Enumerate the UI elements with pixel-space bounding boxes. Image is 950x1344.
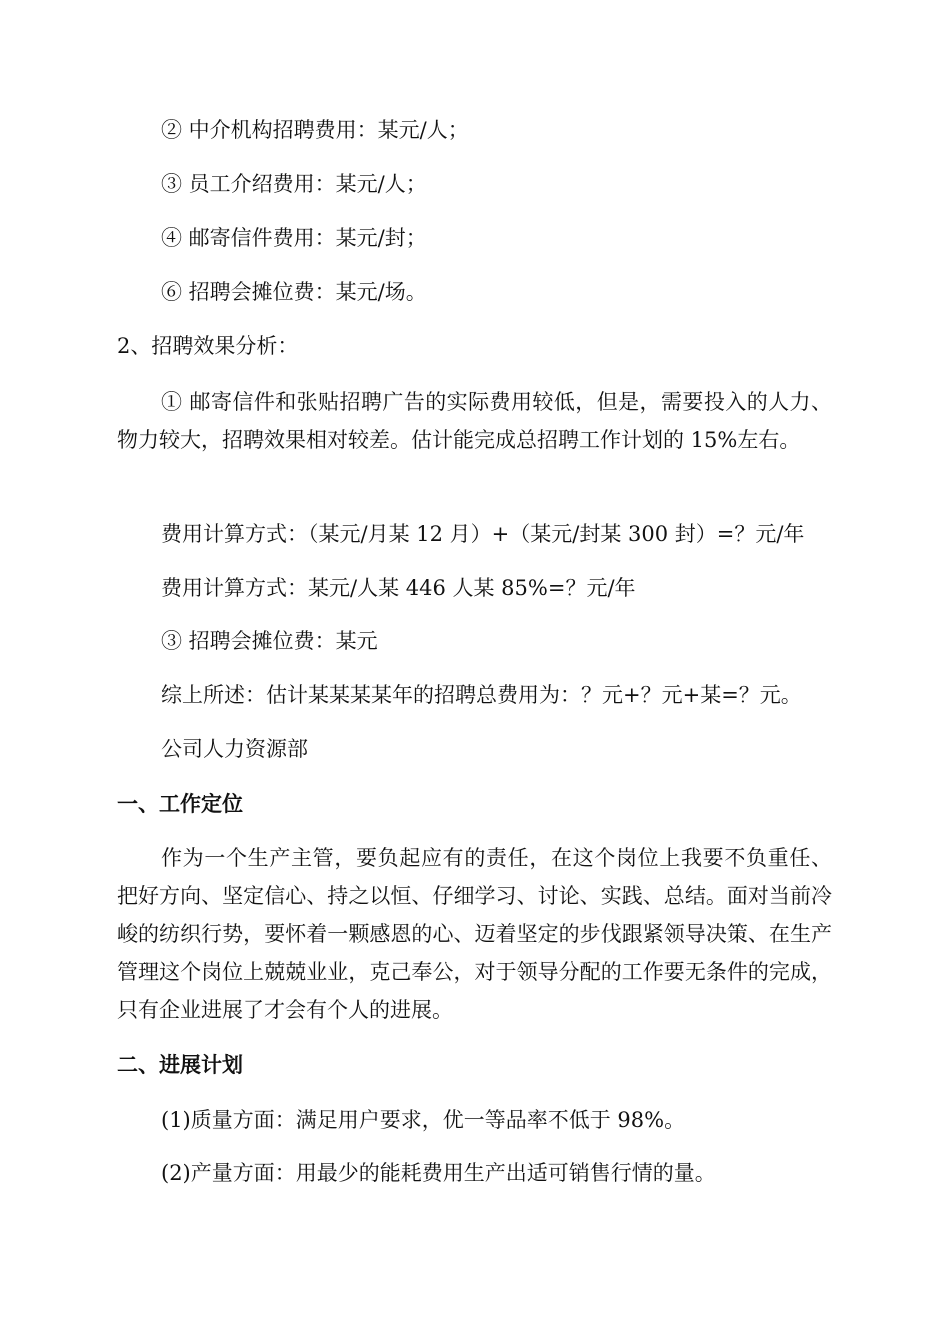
plan-heading: 二、进展计划: [117, 1053, 243, 1077]
department-line: 公司人力资源部: [161, 737, 308, 761]
plan-output-line: (2)产量方面：用最少的能耗费用生产出适可销售行情的量。: [161, 1161, 716, 1185]
job-position-heading: 一、工作定位: [117, 792, 243, 816]
section2-title: 2、招聘效果分析：: [117, 334, 299, 358]
summary-line: 综上所述：估计某某某某年的招聘总费用为：？元+？元+某=？元。: [161, 683, 802, 707]
fee-agency-line: ② 中介机构招聘费用：某元/人；: [161, 118, 469, 142]
effect-paragraph: ① 邮寄信件和张贴招聘广告的实际费用较低，但是，需要投入的人力、物力较大，招聘效果相对较差。估计能完成总招聘工作计划的 15%左右。: [117, 390, 832, 452]
fee-booth-line: ⑥ 招聘会摊位费：某元/场。: [161, 280, 427, 304]
fee-referral-line: ③ 员工介绍费用：某元/人；: [161, 172, 427, 196]
calc2-line: 费用计算方式：某元/人某 446 人某 85%=？元/年: [161, 576, 636, 600]
calc1-line: 费用计算方式：（某元/月某 12 月）+（某元/封某 300 封）=？元/年: [161, 522, 805, 546]
job-position-paragraph: 作为一个生产主管，要负起应有的责任，在这个岗位上我要不负重任、把好方向、坚定信心、持之以恒、仔细学习、讨论、实践、总结。面对当前冷峻的纺织行势，要怀着一颗感恩的心、迈着坚定的步伐跟紧领导决策、在生产管理这个岗位上兢兢业业，克己奉公，对于领导分配的工作要无条件的完成，只有企业进展了才会有个人的进展。: [117, 846, 832, 1022]
fee-mail-line: ④ 邮寄信件费用：某元/封；: [161, 226, 427, 250]
booth-fee-line: ③ 招聘会摊位费：某元: [161, 629, 378, 653]
plan-quality-line: (1)质量方面：满足用户要求，优一等品率不低于 98%。: [161, 1108, 686, 1132]
